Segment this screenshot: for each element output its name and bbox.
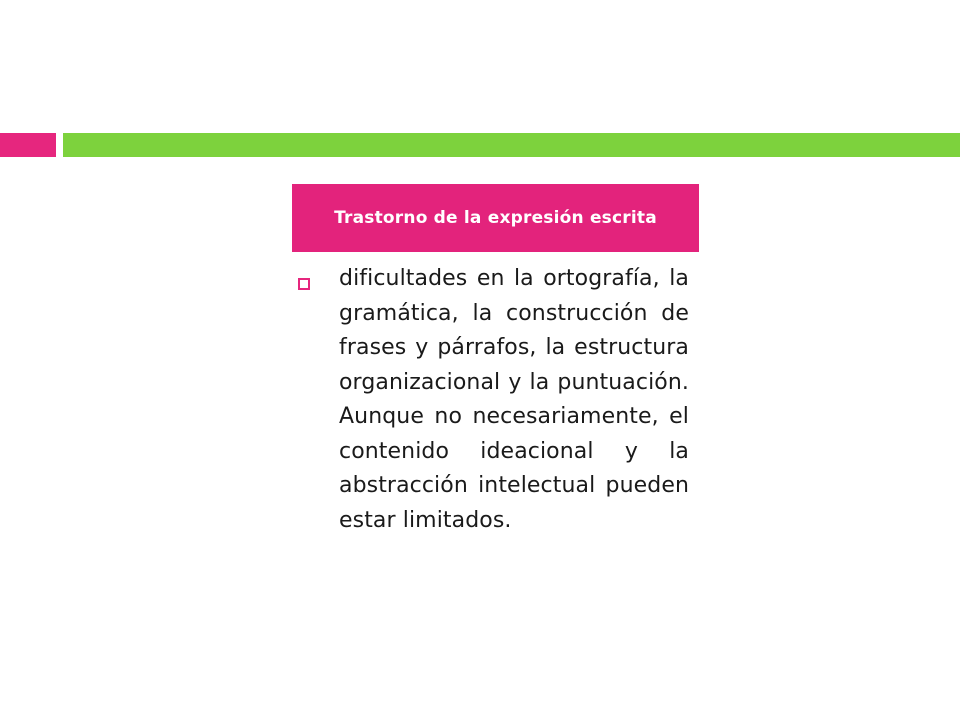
- slide-title: Trastorno de la expresión escrita: [334, 208, 657, 228]
- header-bar-pink: [0, 133, 56, 157]
- title-box: [292, 184, 699, 252]
- square-bullet-icon: [298, 278, 310, 290]
- header-bar-green: [63, 133, 960, 157]
- bullet-text: dificultades en la ortografía, la gramática, la construcción de frases y párrafos, la estructura organizacional y la puntuación. Aunque no necesariamente, el contenido ideacional y la abstracción intelectual pueden estar limitados.: [339, 266, 689, 533]
